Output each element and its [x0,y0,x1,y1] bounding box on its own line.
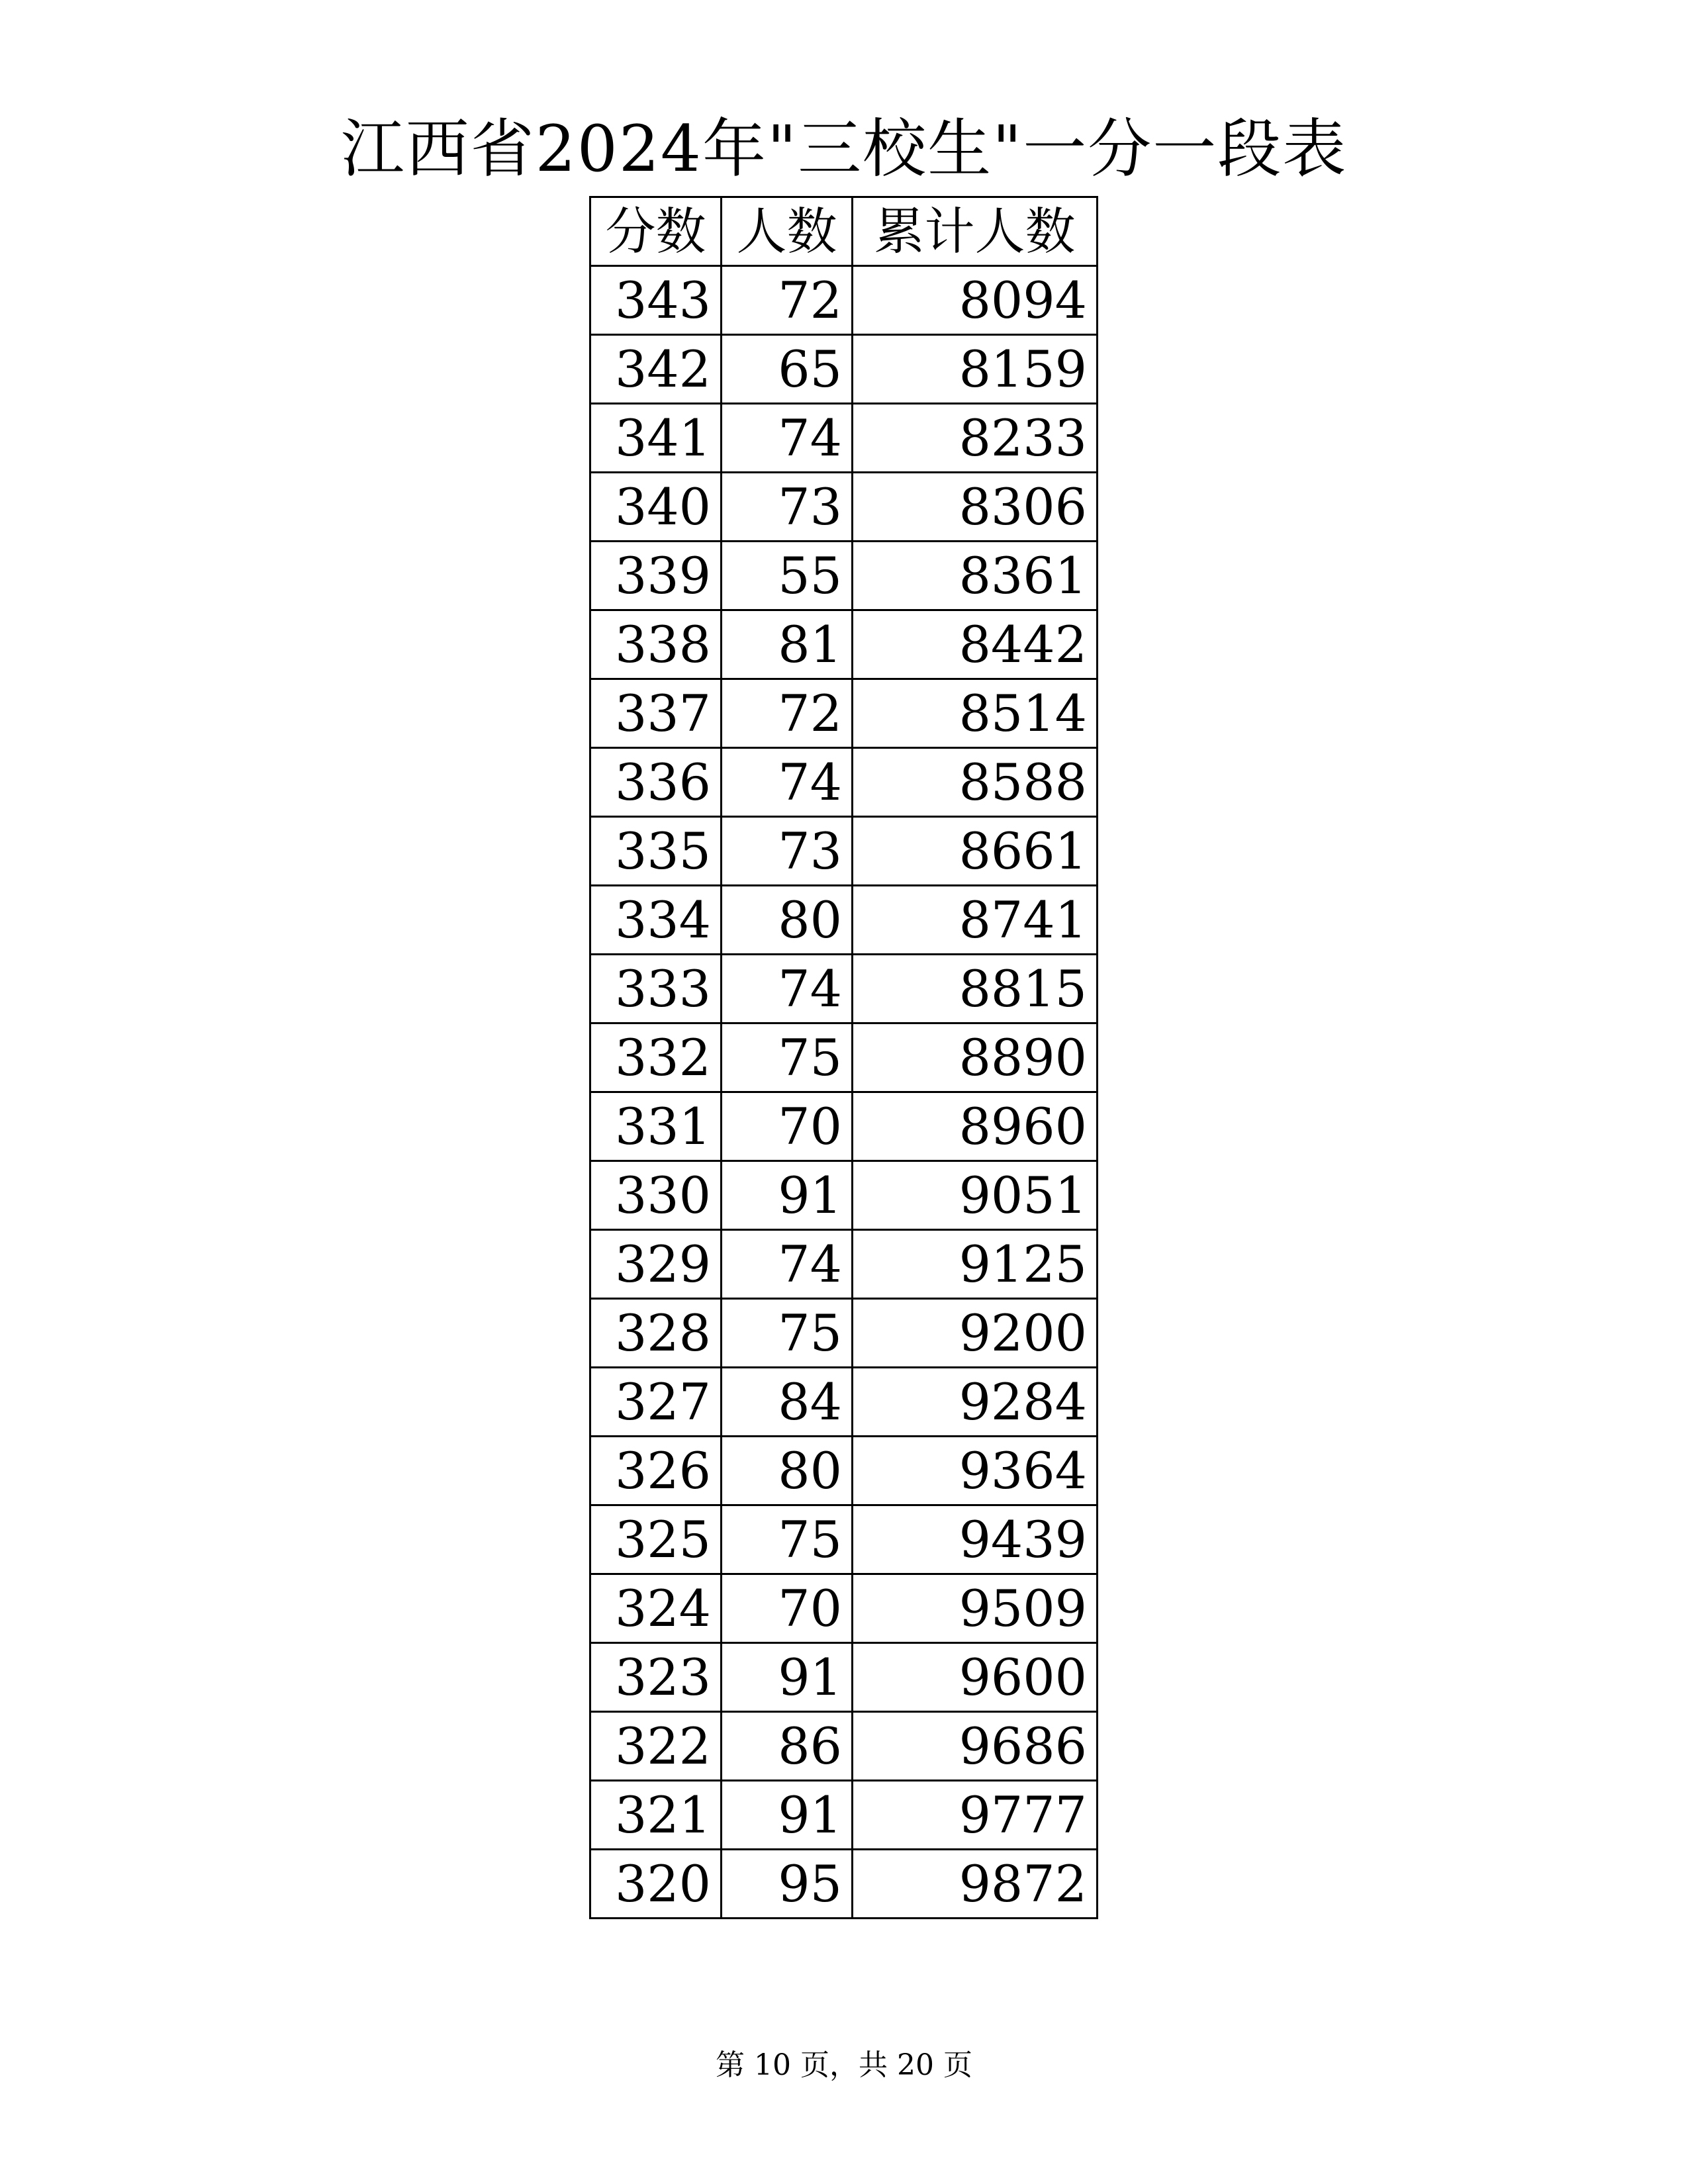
cell-count: 72 [722,679,853,748]
table-row [590,610,1098,679]
score-distribution-table [589,196,1098,1919]
table-row [590,473,1098,542]
cell-score: 321 [590,1781,722,1850]
cell-score: 329 [590,1230,722,1299]
cell-count: 91 [722,1643,853,1712]
table-row [590,1368,1098,1437]
page-footer: 第 10 页，共 20 页 [716,2048,972,2082]
table-row [590,679,1098,748]
cell-score: 330 [590,1161,722,1230]
table-row [590,1023,1098,1092]
cell-count: 75 [722,1299,853,1368]
table-header-row [590,197,1098,266]
table-body [590,266,1098,1919]
cell-count: 72 [722,266,853,335]
table-row [590,1574,1098,1643]
cell-score: 328 [590,1299,722,1368]
cell-count: 80 [722,886,853,955]
cell-score: 320 [590,1850,722,1919]
cell-score: 342 [590,335,722,404]
cell-count: 74 [722,1230,853,1299]
cell-score: 325 [590,1505,722,1574]
table-row [590,1161,1098,1230]
cell-cumulative: 8361 [853,542,1098,610]
table-row [590,1299,1098,1368]
cell-score: 326 [590,1437,722,1505]
table-row [590,1712,1098,1781]
cell-count: 55 [722,542,853,610]
cell-count: 80 [722,1437,853,1505]
cell-count: 84 [722,1368,853,1437]
cell-count: 73 [722,817,853,886]
cell-cumulative: 9509 [853,1574,1098,1643]
cell-score: 335 [590,817,722,886]
cell-count: 65 [722,335,853,404]
cell-cumulative: 8233 [853,404,1098,473]
table-row [590,1505,1098,1574]
cell-cumulative: 8588 [853,748,1098,817]
cell-cumulative: 9284 [853,1368,1098,1437]
table-row [590,955,1098,1023]
cell-cumulative: 8159 [853,335,1098,404]
cell-score: 333 [590,955,722,1023]
cell-cumulative: 8960 [853,1092,1098,1161]
table-row [590,748,1098,817]
cell-count: 75 [722,1023,853,1092]
cell-cumulative: 9125 [853,1230,1098,1299]
cell-count: 73 [722,473,853,542]
cell-cumulative: 9600 [853,1643,1098,1712]
cell-score: 323 [590,1643,722,1712]
cell-count: 74 [722,955,853,1023]
cell-count: 74 [722,404,853,473]
cell-cumulative: 9439 [853,1505,1098,1574]
table-row [590,1230,1098,1299]
table-row [590,542,1098,610]
table-row [590,1437,1098,1505]
cell-cumulative: 8815 [853,955,1098,1023]
cell-cumulative: 8442 [853,610,1098,679]
page-title: 江西省2024年"三校生"一分一段表 [340,112,1348,186]
cell-count: 95 [722,1850,853,1919]
cell-count: 74 [722,748,853,817]
cell-score: 340 [590,473,722,542]
cell-score: 338 [590,610,722,679]
cell-score: 331 [590,1092,722,1161]
table-row [590,404,1098,473]
table-row [590,1781,1098,1850]
cell-cumulative: 9364 [853,1437,1098,1505]
cell-count: 86 [722,1712,853,1781]
cell-score: 339 [590,542,722,610]
cell-cumulative: 9777 [853,1781,1098,1850]
cell-count: 91 [722,1781,853,1850]
cell-score: 343 [590,266,722,335]
table-row [590,266,1098,335]
cell-cumulative: 8514 [853,679,1098,748]
cell-cumulative: 8661 [853,817,1098,886]
table-row [590,817,1098,886]
cell-count: 81 [722,610,853,679]
cell-cumulative: 9200 [853,1299,1098,1368]
cell-cumulative: 8094 [853,266,1098,335]
cell-count: 75 [722,1505,853,1574]
table-row [590,1850,1098,1919]
cell-cumulative: 8741 [853,886,1098,955]
cell-score: 337 [590,679,722,748]
cell-score: 324 [590,1574,722,1643]
cell-score: 334 [590,886,722,955]
header-count: 人数 [722,197,853,266]
header-cumulative: 累计人数 [853,197,1098,266]
cell-cumulative: 9686 [853,1712,1098,1781]
cell-cumulative: 8306 [853,473,1098,542]
cell-score: 332 [590,1023,722,1092]
cell-count: 70 [722,1574,853,1643]
header-score: 分数 [590,197,722,266]
cell-count: 70 [722,1092,853,1161]
cell-cumulative: 9872 [853,1850,1098,1919]
table-row [590,886,1098,955]
cell-score: 322 [590,1712,722,1781]
cell-score: 336 [590,748,722,817]
table-row [590,1643,1098,1712]
cell-score: 341 [590,404,722,473]
cell-score: 327 [590,1368,722,1437]
table-row [590,335,1098,404]
cell-count: 91 [722,1161,853,1230]
table-row [590,1092,1098,1161]
cell-cumulative: 9051 [853,1161,1098,1230]
cell-cumulative: 8890 [853,1023,1098,1092]
